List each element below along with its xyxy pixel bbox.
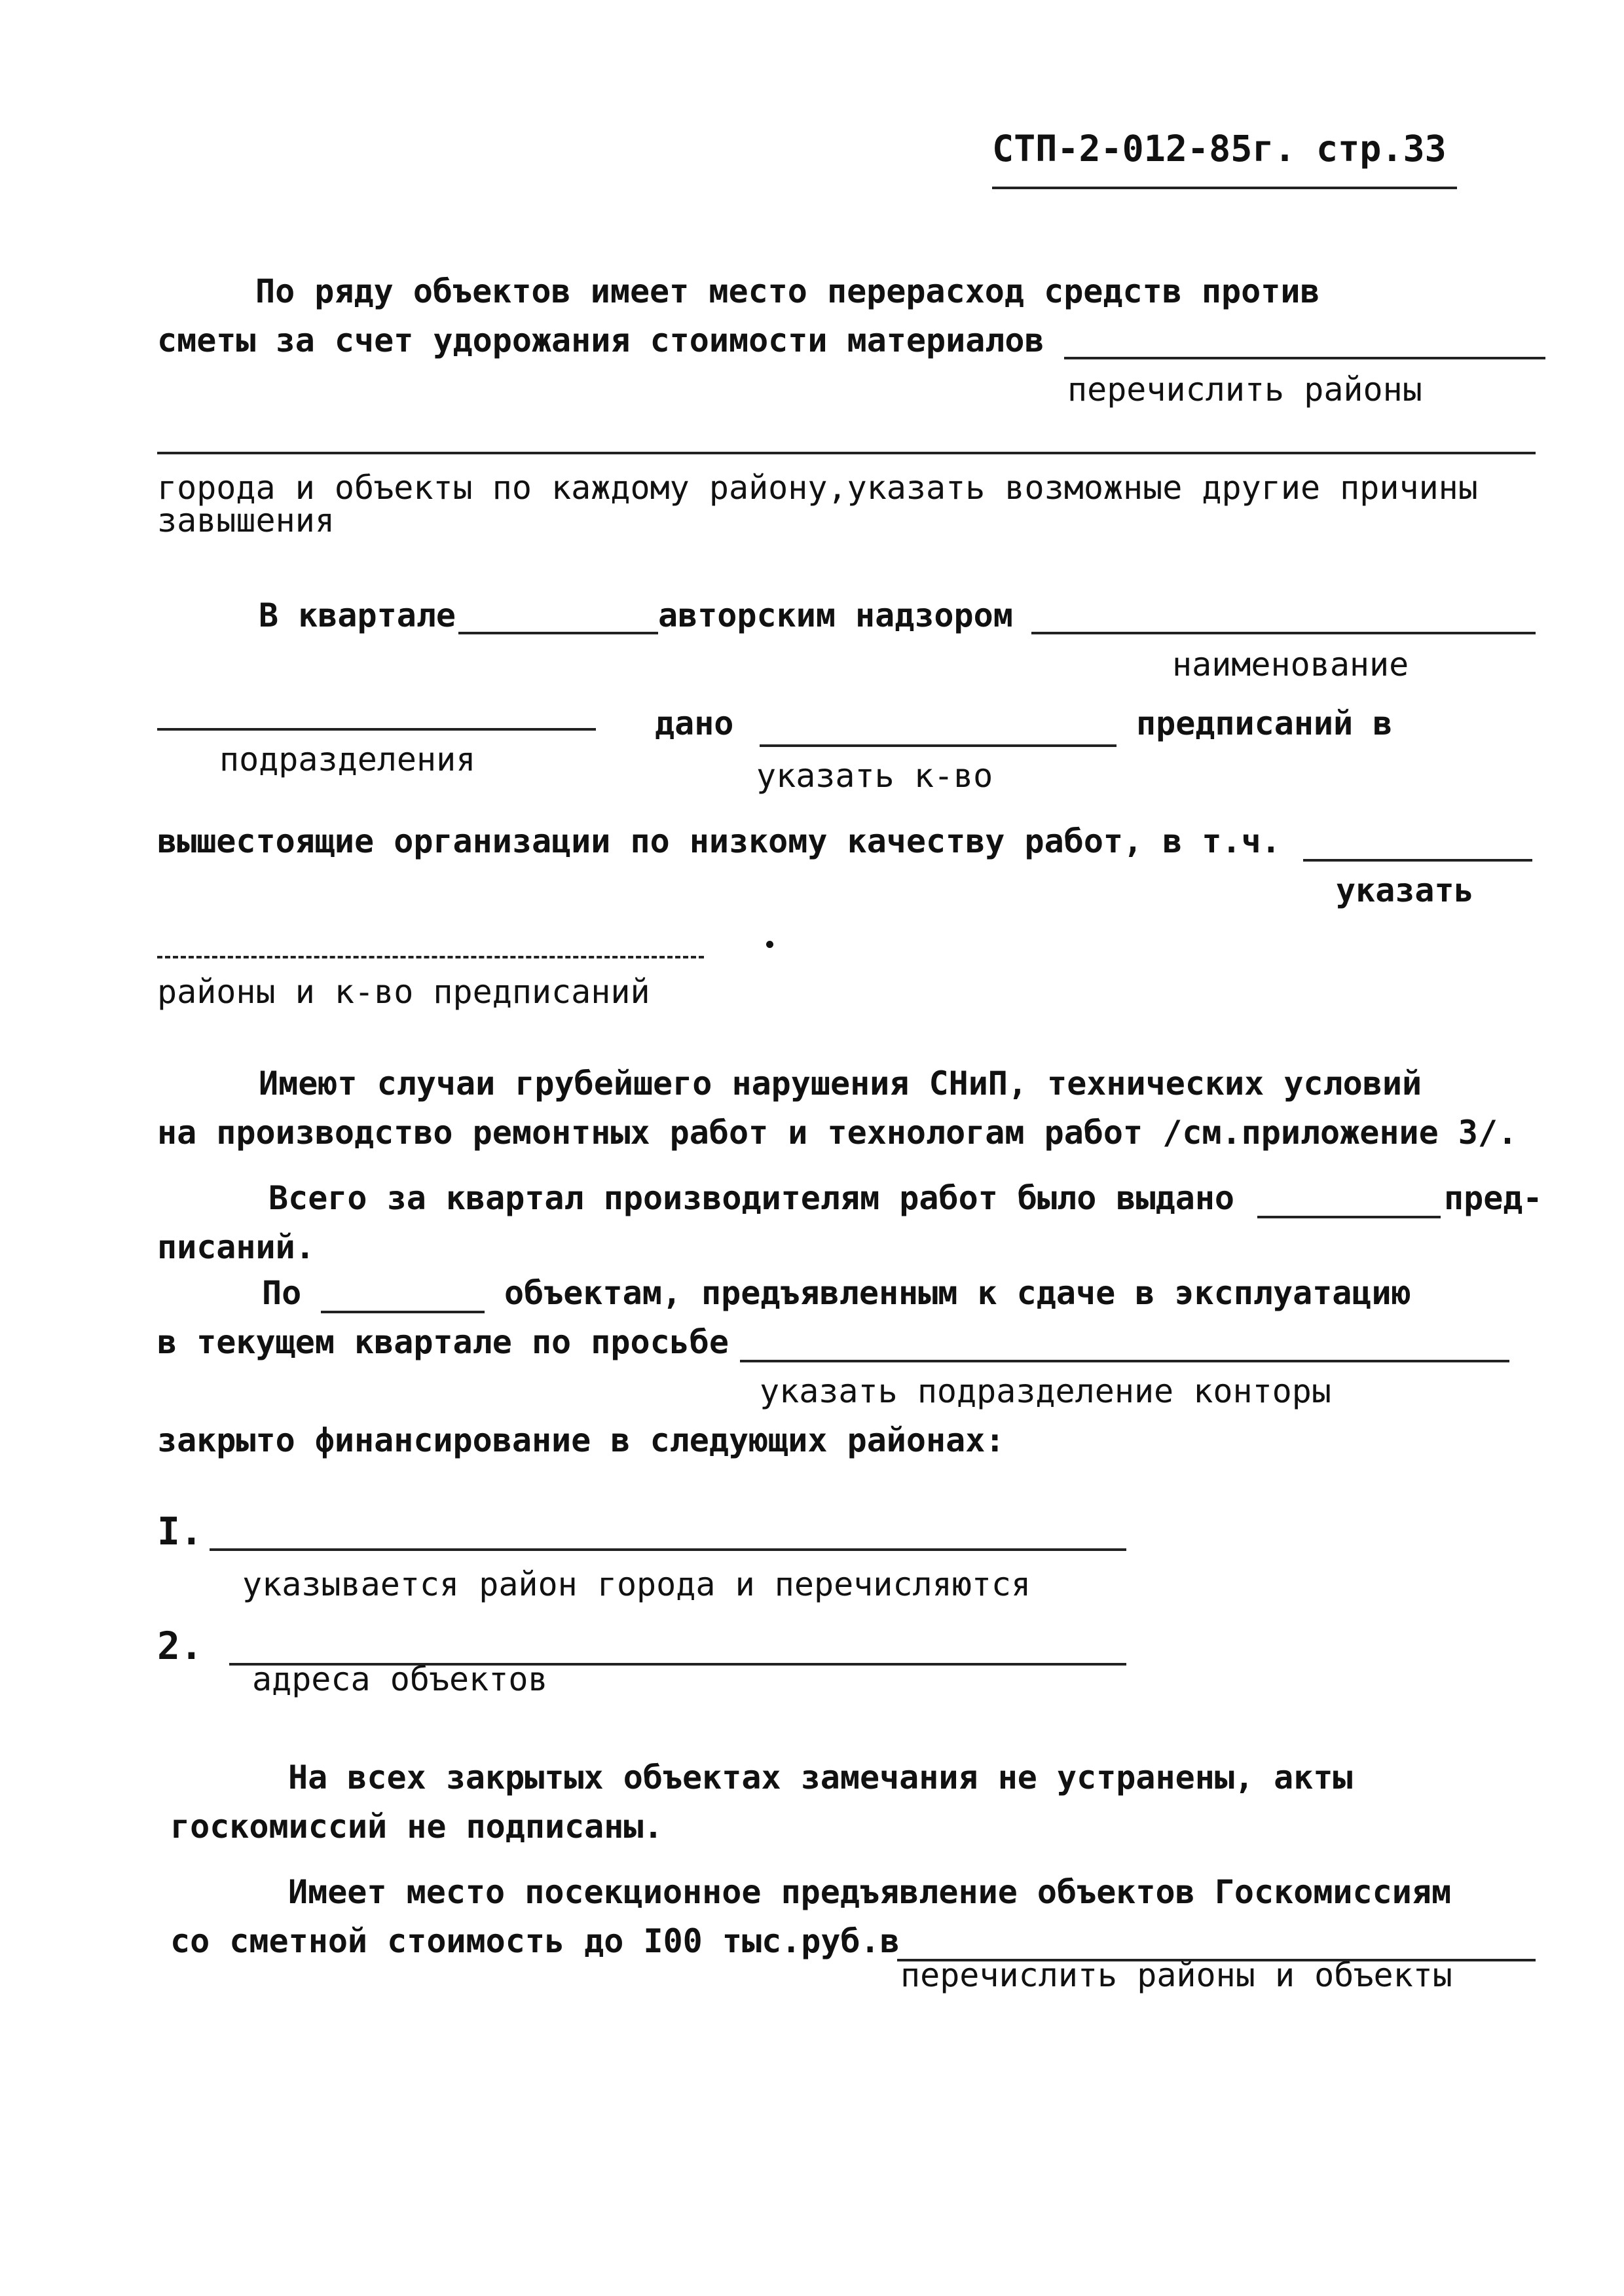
p2-quarter-label: В квартале — [259, 596, 456, 634]
p6-line2: госкомиссий не подписаны. — [170, 1808, 663, 1846]
p2-supervision-label: авторским надзором — [658, 596, 1013, 634]
p2-bullet-dot — [766, 941, 773, 948]
p5-line3: закрыто финансирование в следующих районах: — [157, 1421, 1005, 1459]
p2-hint-districts: районы и к-во предписаний — [157, 973, 650, 1011]
p5-by-label: По — [262, 1274, 302, 1312]
p5-hint-item1: указывается район города и перечисляются — [242, 1565, 1031, 1603]
p1-line2: сметы за счет удорожания стоимости материалов — [157, 321, 1044, 359]
p2-quarter-blank — [458, 632, 658, 634]
p2-specify-blank — [1303, 859, 1532, 862]
p2-orders-label: предписаний в — [1136, 704, 1393, 742]
p4-blank — [1257, 1216, 1441, 1218]
p2-supervision-blank — [1031, 632, 1536, 634]
p3-line2: на производство ремонтных работ и технологам работ /см.приложение 3/. — [157, 1114, 1518, 1152]
p5-line2: в текущем квартале по просьбе — [157, 1323, 729, 1361]
p2-division-blank — [157, 728, 596, 731]
p2-given-label: дано — [655, 704, 734, 742]
p5-hint-division: указать подразделение конторы — [760, 1372, 1331, 1410]
p5-item2-number: 2. — [157, 1624, 203, 1668]
p1-hint3: завышения — [157, 501, 335, 539]
p4-line1b: пред- — [1444, 1179, 1543, 1217]
p1-line1: По ряду объектов имеет место перерасход средств против — [255, 272, 1320, 310]
page-number: стр.33 — [1316, 128, 1447, 170]
p3-line1: Имеют случаи грубейшего нарушения СНиП, технических условий — [259, 1065, 1422, 1102]
p7-line2: со сметной стоимость до I00 тыс.руб.в — [170, 1922, 900, 1960]
p1-hint1: перечислить районы — [1067, 371, 1422, 409]
document-code: СТП-2-012-85г. — [992, 128, 1296, 170]
header-underline — [992, 187, 1457, 189]
p2-hint-division: подразделения — [219, 740, 476, 778]
p2-hint-specify: указать — [1336, 871, 1474, 909]
p5-line1: объектам, предъявленным к сдаче в эксплуатацию — [504, 1274, 1411, 1312]
p6-line1: На всех закрытых объектах замечания не устранены, акты — [288, 1758, 1353, 1796]
p5-count-blank — [321, 1311, 485, 1313]
p1-blank-1 — [1064, 357, 1545, 359]
p4-line1a: Всего за квартал производителям работ было выдано — [268, 1179, 1235, 1217]
p5-item1-number: I. — [157, 1509, 203, 1554]
p5-hint-item2: адреса объектов — [252, 1660, 548, 1698]
p7-line1: Имеет место посекционное предъявление объектов Госкомиссиям — [288, 1873, 1452, 1911]
p1-blank-2 — [157, 452, 1536, 454]
p2-districts-blank — [157, 956, 704, 958]
p2-count-blank — [760, 744, 1116, 747]
p5-item1-blank — [210, 1548, 1126, 1551]
p1-hint2: города и объекты по каждому району,указать возможные другие причины — [157, 469, 1478, 507]
p2-line3: вышестоящие организации по низкому качеству работ, в т.ч. — [157, 822, 1281, 860]
p4-line2: писаний. — [157, 1228, 315, 1266]
p2-hint-count: указать к-во — [756, 757, 993, 795]
p7-hint: перечислить районы и объекты — [900, 1956, 1452, 1994]
p5-request-blank — [740, 1360, 1509, 1362]
p2-hint-name: наименование — [1172, 646, 1409, 683]
